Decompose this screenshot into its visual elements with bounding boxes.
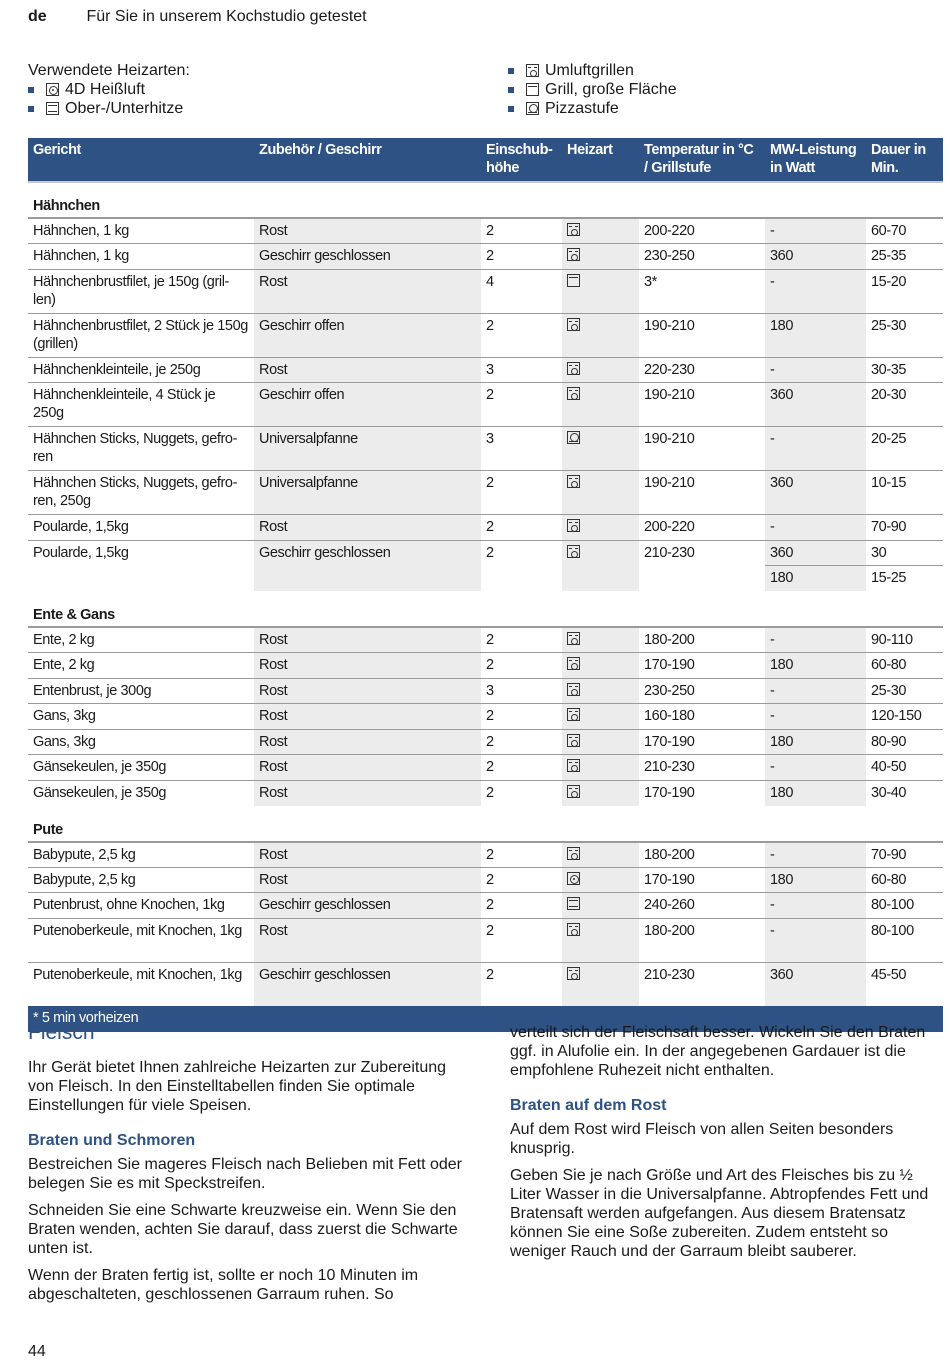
table-cell: 360 [765,962,866,1006]
table-cell: Ente, 2 kg [28,653,254,679]
heating-mode-cell [562,427,639,471]
grill-large-icon [567,274,580,287]
table-cell: Rost [254,218,481,244]
table-cell [562,566,639,592]
legend-item [28,99,190,118]
table-row [28,893,943,919]
table-row [28,704,943,730]
bullet-icon [508,87,514,93]
table-cell: 25-35 [866,244,943,270]
section-row [28,182,943,218]
table-cell: Rost [254,780,481,806]
table-cell: Babypute, 2,5 kg [28,867,254,893]
section-title: Pute [28,806,943,842]
table-cell [254,566,481,592]
paragraph: Geben Sie je nach Größe und Art des Fleisches bis zu ½ Liter Wasser in die Universalpfanne. Abtropfendes Fett und Bratensaft werden aufgefangen. Aus diesem Bratensatz können Sie eine Soße zubereiten. Zudem entsteht so weniger Rauch und der Garraum bleibt sauberer. [510,1167,929,1260]
table-cell: 2 [486,632,494,648]
table-cell: Rost [254,515,481,541]
paragraph: Auf dem Rost wird Fleisch von allen Seiten besonders knusprig. [510,1121,894,1157]
table-cell: 10-15 [866,471,943,515]
legend-label: Umluftgrillen [545,62,634,79]
table-cell: Hähnchen Sticks, Nuggets, gefro-ren, 250g [28,471,254,515]
table-cell: 30-35 [866,357,943,383]
table-row [28,383,943,427]
table-cell: 2 [481,313,562,357]
table-row [28,627,943,653]
heating-mode-cell [562,962,639,1006]
pizza-setting-icon [526,102,539,115]
table-cell: 360 [765,471,866,515]
text-column-left [28,1020,468,1312]
hot-air-grill-icon [567,223,580,236]
table-cell: 360 [765,244,866,270]
table-row [28,962,943,1006]
table-cell: - [765,755,866,781]
heating-mode-cell [562,780,639,806]
table-cell: 180-200 [644,846,695,863]
col-header: Gericht [28,138,254,182]
table-cell: 25-30 [866,313,943,357]
table-cell: Hähnchenbrustfilet, je 150g (gril-len) [28,269,254,313]
heating-mode-cell [562,867,639,893]
hot-air-grill-icon [567,632,580,645]
table-cell: - [765,269,866,313]
table-cell: 60-80 [866,653,943,679]
paragraph: Bestreichen Sie mageres Fleisch nach Belieben mit Fett oder belegen Sie es mit Speckstreifen. [28,1156,462,1192]
subheading: Braten und Schmoren [28,1132,196,1149]
hot-air-grill-icon [567,387,580,400]
table-cell: Hähnchenkleinteile, je 250g [28,357,254,383]
legend-item [28,80,190,99]
table-cell: Ente, 2 kg [33,632,95,648]
table-cell: - [765,678,866,704]
table-cell: 2 [481,729,562,755]
table-cell: 210-230 [639,540,765,566]
legend-label: 4D Heißluft [65,81,146,98]
table-cell: Gänsekeulen, je 350g [28,780,254,806]
table-cell: - [765,357,866,383]
table-cell: Hähnchenbrustfilet, 2 Stück je 150g (grillen) [28,313,254,357]
legend-label: Grill, große Fläche [545,81,677,98]
header-title: Für Sie in unserem Kochstudio getestet [86,8,367,25]
table-cell: 25-30 [866,678,943,704]
table-header-row [28,138,943,182]
table-cell: Rost [254,755,481,781]
heating-mode-cell [562,313,639,357]
table-cell: 230-250 [639,678,765,704]
table-cell: - [765,918,866,962]
table-cell: Gans, 3kg [28,729,254,755]
table-cell: 3* [639,269,765,313]
language-code: de [28,8,47,25]
bullet-icon [508,106,514,112]
table-cell: 120-150 [866,704,943,730]
table-cell: Putenoberkeule, mit Knochen, 1kg [28,918,254,962]
table-row [28,471,943,515]
table-cell: - [765,704,866,730]
table-cell: 80-90 [866,729,943,755]
table-row [28,678,943,704]
page-header [28,8,367,26]
table-cell: 2 [481,893,562,919]
table-cell: Geschirr offen [254,383,481,427]
heating-mode-cell [562,471,639,515]
table-cell: 15-25 [866,566,943,592]
heating-mode-cell [562,244,639,270]
table-cell: Universalpfanne [254,427,481,471]
table-cell: 2 [486,223,494,239]
table-cell: Hähnchen, 1 kg [28,244,254,270]
legend-item [508,61,677,80]
table-cell: Babypute, 2,5 kg [33,846,136,863]
table-row [28,269,943,313]
table-cell: 180 [765,566,866,592]
table-cell: 3 [481,427,562,471]
table-cell: Hähnchen, 1 kg [33,223,129,239]
table-cell: Gänsekeulen, je 350g [28,755,254,781]
table-cell: Rost [254,653,481,679]
hot-air-grill-icon [567,362,580,375]
heating-legend-right [508,61,677,118]
table-body [28,182,943,1032]
table-cell: - [765,627,866,653]
hot-air-grill-icon [567,847,580,860]
table-cell: 30-40 [866,780,943,806]
table-cell: 180-200 [639,918,765,962]
top-bottom-heat-icon [46,102,59,115]
heating-mode-cell [562,704,639,730]
bullet-icon [28,106,34,112]
table-cell: Geschirr geschlossen [254,244,481,270]
table-cell: Geschirr geschlossen [254,540,481,566]
hot-air-grill-icon [526,64,539,77]
table-cell: Rost [254,842,481,868]
col-header: Heizart [562,138,639,182]
table-cell: Rost [254,269,481,313]
table-cell: - [765,427,866,471]
table-row [28,540,943,566]
table-row-continuation [28,566,943,592]
table-cell: 2 [481,540,562,566]
table-row [28,780,943,806]
table-cell: 190-210 [639,471,765,515]
legend-item [508,99,677,118]
table-cell: 3 [481,678,562,704]
table-cell: 60-70 [871,223,907,239]
table-cell: Rost [254,627,481,653]
table-row [28,729,943,755]
table-cell: Geschirr offen [254,313,481,357]
legend-caption: Verwendete Heizarten: [28,62,190,79]
table-row [28,515,943,541]
table-cell: 60-80 [866,867,943,893]
table-cell: 70-90 [871,846,907,863]
heating-mode-cell [562,383,639,427]
top-bottom-heat-icon [567,897,580,910]
table-cell: Hähnchenkleinteile, 4 Stück je 250g [28,383,254,427]
table-cell: 180 [765,653,866,679]
heating-mode-cell [562,627,639,653]
hot-air-grill-icon [567,759,580,772]
heating-legend-left [28,61,190,118]
table-cell: 190-210 [639,383,765,427]
heating-mode-cell [562,653,639,679]
table-cell: 2 [481,962,562,1006]
table-cell: 70-90 [866,515,943,541]
table-cell: 2 [481,383,562,427]
table-cell: Rost [254,704,481,730]
table-row [28,218,943,244]
section-title: Hähnchen [28,182,943,218]
cooking-table [28,138,943,1032]
table-cell: Putenoberkeule, mit Knochen, 1kg [28,962,254,1006]
section-title: Ente & Gans [28,591,943,627]
table-row [28,653,943,679]
table-cell: - [765,893,866,919]
heating-mode-cell [562,918,639,962]
hot-air-grill-icon [567,475,580,488]
table-row [28,918,943,962]
table-cell: 30 [866,540,943,566]
legend-label: Ober-/Unterhitze [65,100,184,117]
table-cell: 180 [765,780,866,806]
table-cell: - [765,842,866,868]
heating-mode-cell [562,357,639,383]
table-cell [481,566,562,592]
paragraph: verteilt sich der Fleischsaft besser. Wickeln Sie den Braten ggf. in Alufolie ein. In der angegebenen Gardauer ist die empfohlene Ruhezeit nicht enthalten. [510,1024,926,1079]
paragraph: Schneiden Sie eine Schwarte kreuzweise ein. Wenn Sie den Braten wenden, achten Sie darauf, dass zuerst die Schwarte unten ist. [28,1202,458,1257]
legend-label: Pizzastufe [545,100,619,117]
table-cell: - [765,515,866,541]
table-cell: Gans, 3kg [28,704,254,730]
table-cell: 170-190 [639,653,765,679]
bullet-icon [28,87,34,93]
table-cell: 170-190 [639,780,765,806]
hot-air-grill-icon [567,923,580,936]
table-row [28,842,943,868]
table-cell: 2 [481,471,562,515]
fan-icon [567,872,580,885]
hot-air-grill-icon [567,318,580,331]
table-cell: Rost [254,729,481,755]
hot-air-grill-icon [567,683,580,696]
hot-air-grill-icon [567,708,580,721]
hot-air-grill-icon [567,967,580,980]
table-cell: 20-25 [866,427,943,471]
table-cell: 180-200 [644,632,695,648]
table-cell: 180 [765,867,866,893]
table-cell: Rost [254,867,481,893]
hot-air-grill-icon [567,545,580,558]
table-cell: 2 [486,846,494,863]
section-row [28,591,943,627]
heating-mode-cell [562,540,639,566]
table-cell [28,566,254,592]
hot-air-grill-icon [567,734,580,747]
table-row [28,357,943,383]
table-cell: Hähnchen Sticks, Nuggets, gefro-ren [28,427,254,471]
table-cell: 210-230 [639,755,765,781]
table-cell: 190-210 [639,313,765,357]
table-cell: 230-250 [639,244,765,270]
table-cell: 180 [765,313,866,357]
page-number: 44 [28,1343,46,1360]
heating-mode-cell [562,755,639,781]
heating-mode-cell [562,678,639,704]
table-cell: 180 [765,729,866,755]
table-cell: 2 [481,244,562,270]
paragraph: Wenn der Braten fertig ist, sollte er noch 10 Minuten im abgeschalteten, geschlossenen Garraum ruhen. So [28,1267,419,1303]
table-cell: 360 [765,383,866,427]
table-cell: 2 [481,867,562,893]
table-cell: Geschirr geschlossen [254,962,481,1006]
heating-mode-cell [562,218,639,244]
heating-mode-cell [562,893,639,919]
table-row [28,313,943,357]
table-cell: 20-30 [866,383,943,427]
subheading: Braten auf dem Rost [510,1097,667,1114]
section-heading: Fleisch [28,1021,95,1044]
table-cell: Entenbrust, je 300g [28,678,254,704]
hot-air-grill-icon [567,519,580,532]
table-cell: 240-260 [639,893,765,919]
table-cell: 170-190 [639,729,765,755]
table-cell: 2 [481,755,562,781]
table-cell: 2 [481,780,562,806]
table-cell: 4 [481,269,562,313]
table-cell: Universalpfanne [254,471,481,515]
heating-mode-cell [562,515,639,541]
col-header: MW-Leistung in Watt [765,138,866,182]
table-cell: Geschirr geschlossen [254,893,481,919]
table-cell: 190-210 [639,427,765,471]
table-cell: Poularde, 1,5kg [28,540,254,566]
table-cell: 80-100 [866,918,943,962]
heating-mode-cell [562,842,639,868]
table-cell: 2 [481,918,562,962]
table-cell: 15-20 [866,269,943,313]
legend-item [508,80,677,99]
bullet-icon [508,68,514,74]
table-cell: Rost [254,678,481,704]
table-cell: 200-220 [644,223,695,239]
table-cell: 2 [481,653,562,679]
table-cell: 3 [481,357,562,383]
hot-air-grill-icon [567,248,580,261]
hot-air-grill-icon [567,657,580,670]
hot-air-grill-icon [567,785,580,798]
text-column-right [510,1023,942,1269]
section-row [28,806,943,842]
table-row [28,867,943,893]
table-row [28,427,943,471]
table-cell: 160-180 [639,704,765,730]
col-header: Temperatur in °C / Grillstufe [639,138,765,182]
table-cell: 2 [481,704,562,730]
table-cell [639,566,765,592]
table-cell: Poularde, 1,5kg [28,515,254,541]
heating-mode-cell [562,269,639,313]
table-cell: - [765,218,866,244]
fan-icon [46,83,59,96]
table-cell: Rost [254,918,481,962]
pizza-setting-icon [567,431,580,444]
table-cell: 170-190 [639,867,765,893]
table-cell: 210-230 [639,962,765,1006]
table-cell: 45-50 [866,962,943,1006]
table-cell: 2 [481,515,562,541]
table-cell: Putenbrust, ohne Knochen, 1kg [28,893,254,919]
col-header: Zubehör / Geschirr [254,138,481,182]
col-header: Dauer in Min. [866,138,943,182]
grill-large-icon [526,83,539,96]
intro-paragraph: Ihr Gerät bietet Ihnen zahlreiche Heizarten zur Zubereitung von Fleisch. In den Einstelltabellen finden Sie optimale Einstellungen für viele Speisen. [28,1059,447,1114]
table-cell: 360 [765,540,866,566]
footnote: * 5 min vorheizen [28,1006,943,1032]
table-row [28,244,943,270]
table-row [28,755,943,781]
table-cell: 40-50 [866,755,943,781]
table-cell: 220-230 [639,357,765,383]
table-cell: Rost [254,357,481,383]
table-cell: 200-220 [639,515,765,541]
col-header: Einschub-höhe [481,138,562,182]
table-cell: 90-110 [871,632,913,648]
heating-mode-cell [562,729,639,755]
table-cell: 80-100 [866,893,943,919]
